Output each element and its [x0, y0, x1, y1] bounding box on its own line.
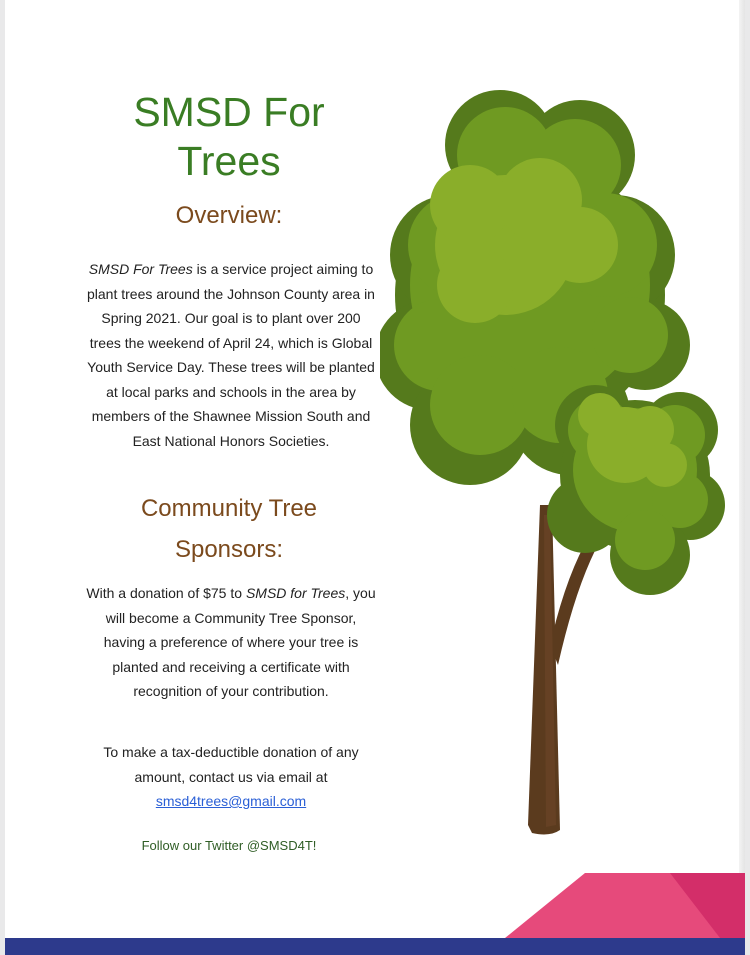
overview-text: is a service project aiming to plant trees around the Johnson County area in Spring 2021. Our goal is to plant over 200 trees the weekend of April 24, which is Global Youth Service Day. These trees will be planted at local parks and schools in the area by members of the Shawnee Mission South and East National Honors Societies. [87, 261, 375, 449]
tree-illustration [380, 85, 730, 855]
page-edge [739, 0, 745, 955]
tree-branch [550, 535, 600, 665]
email-link[interactable]: smsd4trees@gmail.com [155, 793, 307, 809]
page-title: SMSD For Trees [133, 89, 325, 184]
corner-decoration [505, 873, 745, 938]
donate-paragraph [85, 740, 377, 814]
sponsors-text-end: , you will become a Community Tree Sponsor, having a preference of where your tree is planted and receiving a certificate with recognition of your contribution. [103, 585, 376, 699]
program-name: SMSD For Trees [88, 261, 193, 277]
twitter-line: Follow our Twitter @SMSD4T! [141, 838, 317, 853]
overview-heading: Overview: [175, 202, 283, 229]
donate-text: To make a tax-deductible donation of any amount, contact us via email at [103, 744, 359, 785]
program-name: SMSD for Trees [245, 585, 346, 601]
sponsors-heading: Community Tree Sponsors: [140, 495, 318, 563]
overview-paragraph [85, 257, 377, 453]
sponsors-paragraph [85, 581, 377, 704]
sponsors-text-start: With a donation of $75 to [86, 585, 246, 601]
flyer-page [5, 0, 745, 955]
bottom-bar [5, 938, 745, 955]
